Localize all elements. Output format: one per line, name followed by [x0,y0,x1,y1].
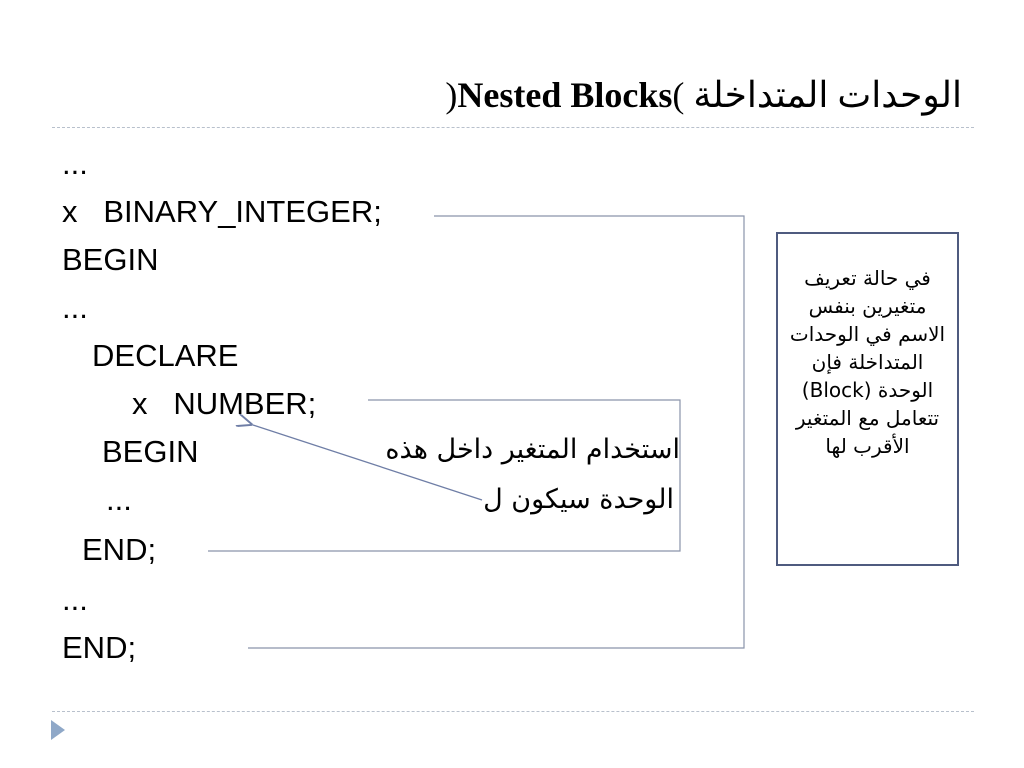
note-line-1: في حالة تعريف [804,266,931,290]
code-line-4: ... [62,290,88,325]
code-line-11: END; [62,630,137,665]
code-line-3: BEGIN [62,242,159,277]
note-box [776,232,959,566]
note-line-7: الأقرب لها [825,434,910,458]
note-line-5: الوحدة (Block) [801,378,934,402]
annotation-line-2: الوحدة سيكون ل [483,484,674,515]
inner-block-bracket [208,400,680,551]
title-open-paren: ) [672,75,685,115]
note-line-4: المتداخلة فإن [811,350,924,374]
code-line-10: ... [62,582,88,617]
code-line-8: ... [106,482,132,517]
code-line-1: ... [62,146,88,181]
code-line-2: x BINARY_INTEGER; [62,194,382,229]
code-line-6: x NUMBER; [132,386,317,421]
note-line-3: الاسم في الوحدات [789,322,946,346]
title-english: Nested Blocks [457,75,673,115]
note-line-2: متغيرين بنفس [808,294,927,318]
title-close-paren: ( [445,75,458,115]
note-line-6: تتعامل مع المتغير [795,406,940,430]
code-line-7: BEGIN [102,434,199,469]
annotation-line-1: استخدام المتغير داخل هذه [385,434,680,465]
code-line-9: END; [82,532,157,567]
title-arabic: الوحدات المتداخلة [693,75,962,115]
triangle-right-icon [50,718,66,742]
code-line-5: DECLARE [92,338,239,373]
